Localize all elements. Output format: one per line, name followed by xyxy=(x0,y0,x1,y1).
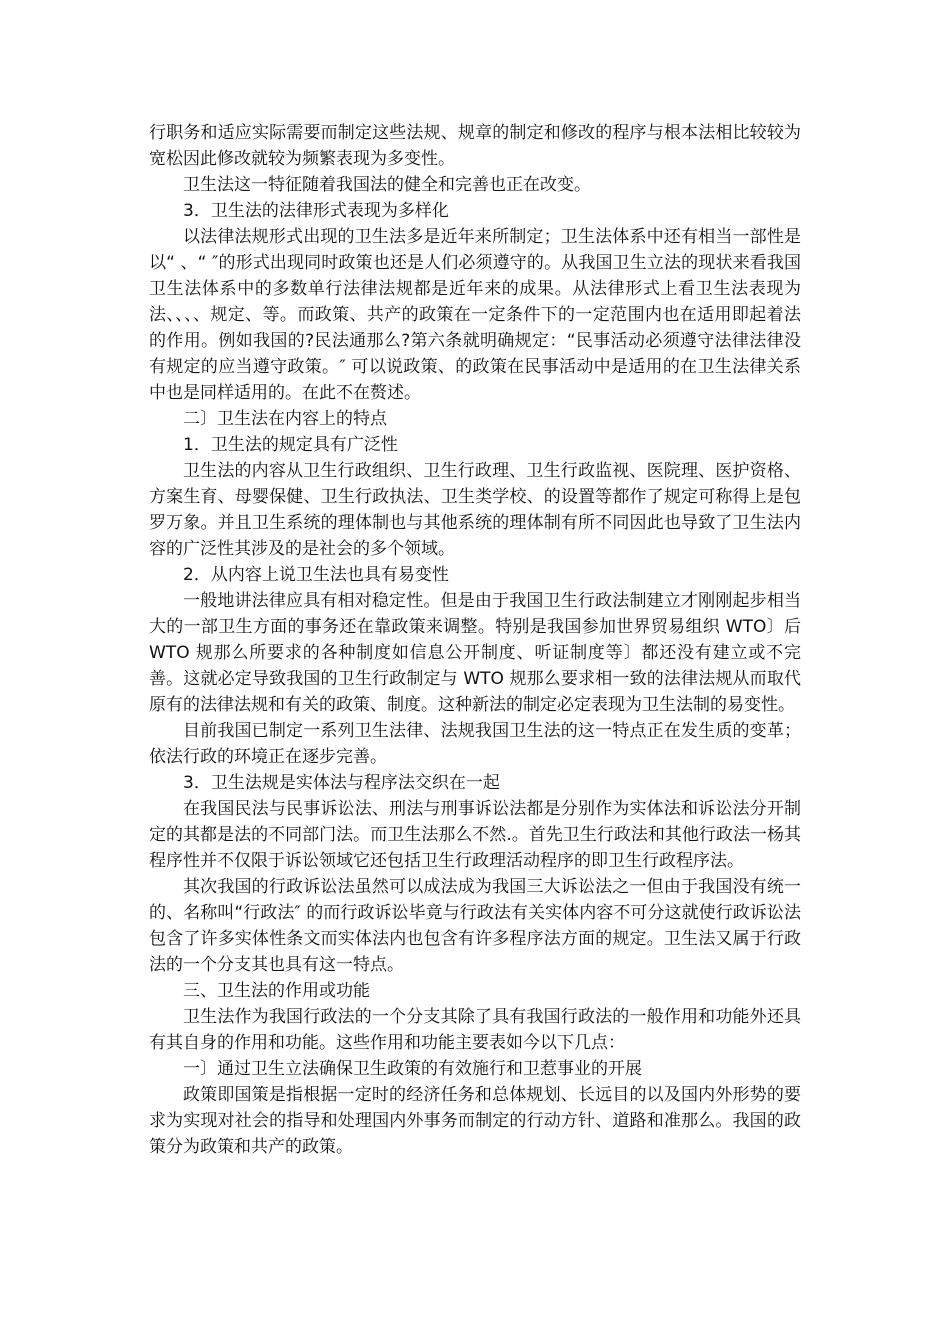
section-heading: 3．卫生法规是实体法与程序法交织在一起 xyxy=(183,773,500,793)
paragraph: 政策即国策是指根据一定时的经济任务和总体规划、长远目的以及国内外形势的要求为实现对社会的指导和处理国内外事务而制定的行动方针、道路和准那么。我国的政策分为政策和共产的政策。 xyxy=(149,1085,801,1157)
paragraph: 一般地讲法律应具有相对稳定性。但是由于我国卫生行政法制建立才刚刚起步相当大的一部卫生方面的事务还在靠政策来调整。特别是我国参加世界贸易组织 WTO〕后 WTO 规那么所要求的各种制度如信息公开制度、听证制度等〕都还没有建立或不完善。这就必定导致我国的卫生行政制定与 WTO 规那么要求相一致的法律法规从而取代原有的法律法规和有关的政策、制度。这种新法的制定必定表现为卫生法制的易变性。 xyxy=(149,591,801,715)
section-heading: 三、卫生法的作用或功能 xyxy=(183,981,370,1001)
section-heading: 2．从内容上说卫生法也具有易变性 xyxy=(183,565,449,585)
section-heading: 二〕卫生法在内容上的特点 xyxy=(183,409,387,429)
paragraph: 在我国民法与民事诉讼法、刑法与刑事诉讼法都是分别作为实体法和诉讼法分开制定的其都是法的不同部门法。而卫生法那么不然.。首先卫生行政法和其他行政法一杨其程序性并不仅限于诉讼领域它还包括卫生行政理活动程序的即卫生行政程序法。 xyxy=(149,799,801,871)
paragraph: 卫生法的内容从卫生行政组织、卫生行政理、卫生行政监视、医院理、医护资格、方案生育、母婴保健、卫生行政执法、卫生类学校、的设置等都作了规定可称得上是包罗万象。并且卫生系统的理体制也与其他系统的理体制有所不同因此也导致了卫生法内容的广泛性其涉及的是社会的多个领域。 xyxy=(149,461,801,559)
section-heading: 3．卫生法的法律形式表现为多样化 xyxy=(183,201,449,221)
paragraph: 以法律法规形式出现的卫生法多是近年来所制定；卫生法体系中还有相当一部性是以“ 、“ ″的形式出现同时政策也还是人们必须遵守的。从我国卫生立法的现状来看我国卫生法体系中的多数单行法律法规都是近年来的成果。从法律形式上看卫生法表现为法、、、、规定、等。而政策、共产的政策在一定条件下的一定范围内也在适用即起着法的作用。例如我国的?民法通那么?第六条就明确规定：“民事活动必须遵守法律法律没有规定的应当遵守政策。″ 可以说政策、的政策在民事活动中是适用的在卫生法律关系中也是同样适用的。在此不在赘述。 xyxy=(149,227,801,403)
paragraph: 目前我国已制定一系列卫生法律、法规我国卫生法的这一特点正在发生质的变革；依法行政的环境正在逐步完善。 xyxy=(149,721,801,767)
paragraph: 其次我国的行政诉讼法虽然可以成法成为我国三大诉讼法之一但由于我国没有统一的、名称叫“行政法″ 的而行政诉讼毕竟与行政法有关实体内容不可分这就使行政诉讼法包含了许多实体性条文而实体法内也包含有许多程序法方面的规定。卫生法又属于行政法的一个分支其也具有这一特点。 xyxy=(149,877,801,975)
paragraph: 卫生法作为我国行政法的一个分支其除了具有我国行政法的一般作用和功能外还具有其自身的作用和功能。这些作用和功能主要表如今以下几点： xyxy=(149,1007,801,1053)
paragraph: 行职务和适应实际需要而制定这些法规、规章的制定和修改的程序与根本法相比较较为宽松因此修改就较为频繁表现为多变性。 xyxy=(149,123,801,169)
section-heading: 一〕通过卫生立法确保卫生政策的有效施行和卫惹事业的开展 xyxy=(183,1059,642,1079)
paragraph: 卫生法这一特征随着我国法的健全和完善也正在改变。 xyxy=(183,175,591,195)
section-heading: 1．卫生法的规定具有广泛性 xyxy=(183,435,398,455)
document-body xyxy=(149,120,801,1160)
